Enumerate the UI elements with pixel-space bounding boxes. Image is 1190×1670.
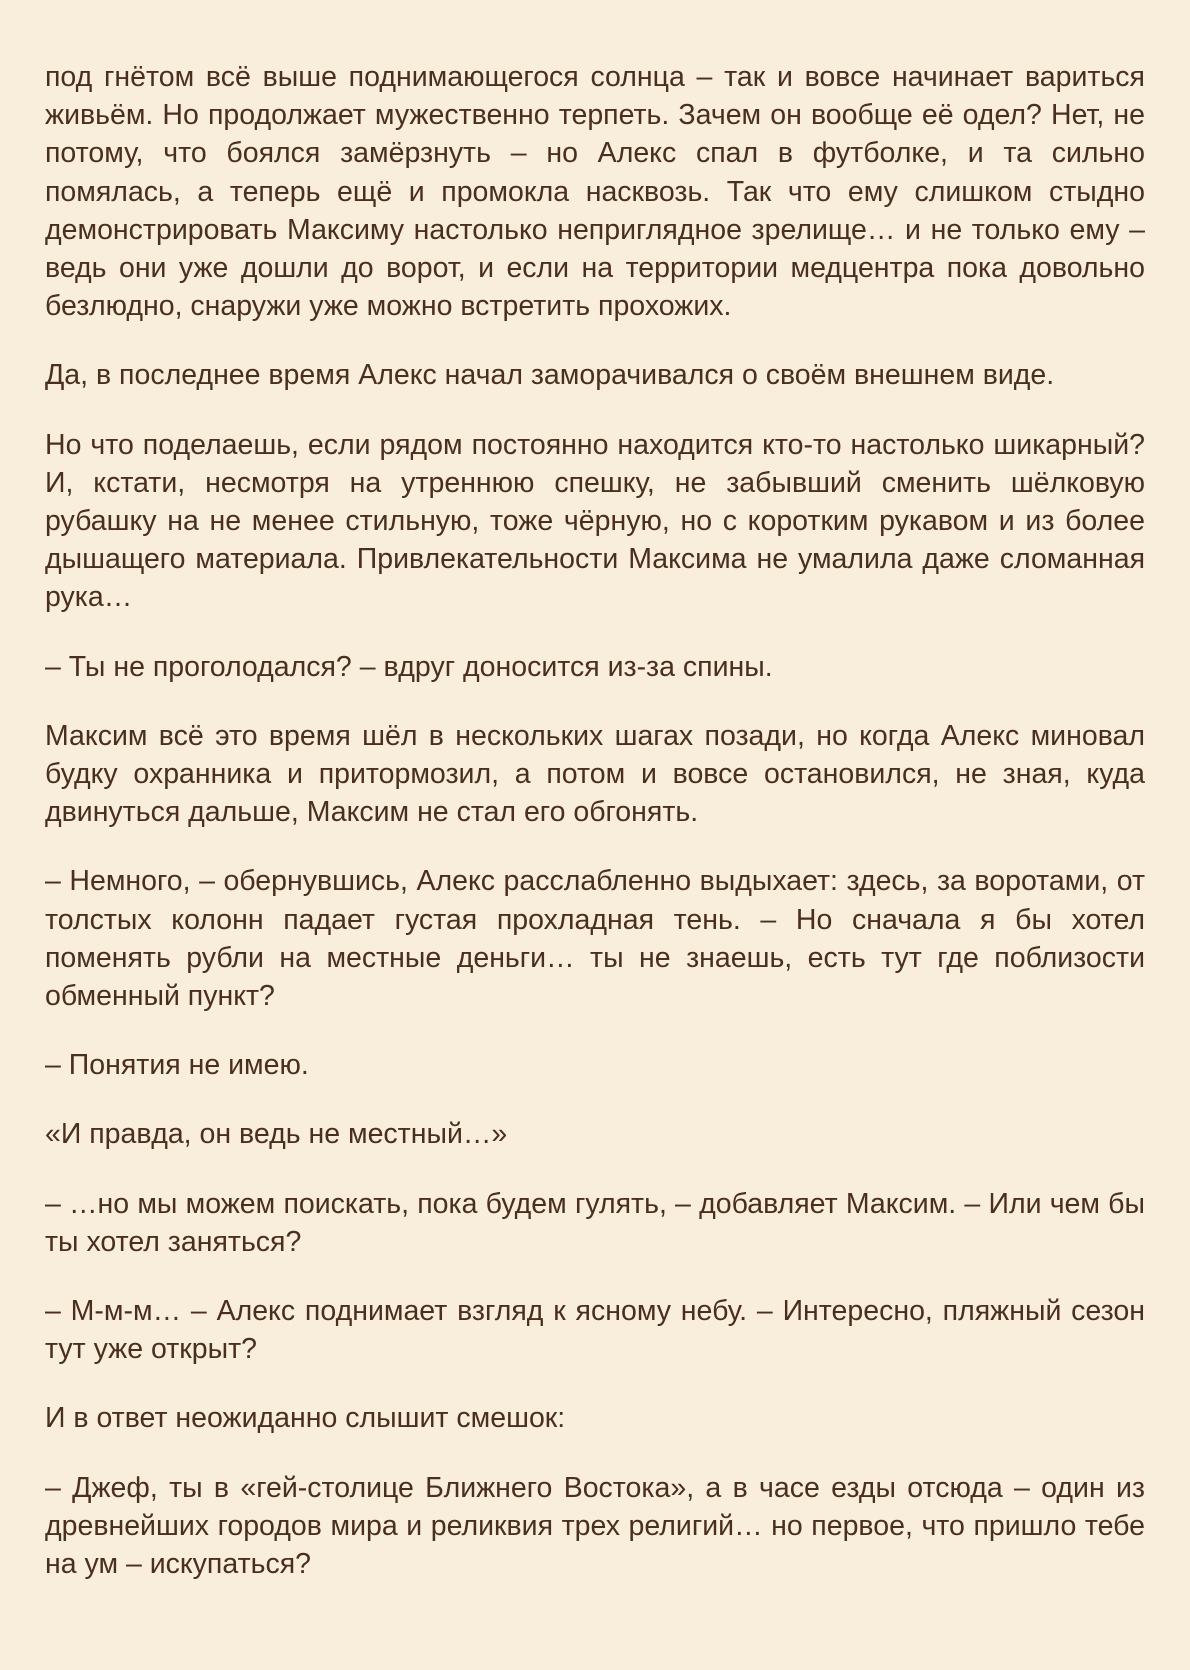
paragraph-2: Да, в последнее время Алекс начал заморачивался о своём внешнем виде.	[45, 359, 1055, 392]
paragraph-7: – Понятия не имею.	[45, 1049, 309, 1082]
paragraph-9: – …но мы можем поискать, пока будем гулять, – добавляет Максим. – Или чем бы ты хотел заняться?	[45, 1187, 1145, 1258]
paragraph-12: – Джеф, ты в «гей-столице Ближнего Востока», а в часе езды отсюда – один из древнейших городов мира и реликвия трех религий… но первое, что пришло тебе на ум – искупаться?	[45, 1471, 1145, 1581]
paragraph-6: – Немного, – обернувшись, Алекс расслабленно выдыхает: здесь, за воротами, от толстых колонн падает густая прохладная тень. – Но сначала я бы хотел поменять рубли на местные деньги… ты не знаешь, есть тут где поблизости обменный пункт?	[45, 865, 1145, 1013]
paragraph-11: И в ответ неожиданно слышит смешок:	[45, 1402, 566, 1435]
paragraph-10: – М-м-м… – Алекс поднимает взгляд к ясному небу. – Интересно, пляжный сезон тут уже открыт?	[45, 1295, 1145, 1366]
paragraph-1: под гнётом всё выше поднимающегося солнца – так и вовсе начинает вариться живьём. Но продолжает мужественно терпеть. Зачем он вообще её одел? Нет, не потому, что боялся замёрзнуть – но Алекс спал в футболке, и та сильно помялась, а теперь ещё и промокла насквозь. Так что ему слишком стыдно демонстрировать Максиму настолько неприглядное зрелище… и не только ему – ведь они уже дошли до ворот, и если на территории медцентра пока довольно безлюдно, снаружи уже можно встретить прохожих.	[45, 61, 1145, 323]
paragraph-5: Максим всё это время шёл в нескольких шагах позади, но когда Алекс миновал будку охранника и притормозил, а потом и вовсе остановился, не зная, куда двинуться дальше, Максим не стал его обгонять.	[45, 719, 1145, 829]
paragraph-8: «И правда, он ведь не местный…»	[45, 1118, 508, 1151]
paragraph-4: – Ты не проголодался? – вдруг доносится из-за спины.	[45, 650, 773, 683]
paragraph-3: Но что поделаешь, если рядом постоянно находится кто-то настолько шикарный? И, кстати, несмотря на утреннюю спешку, не забывший сменить шёлковую рубашку на не менее стильную, тоже чёрную, но с коротким рукавом и из более дышащего материала. Привлекательности Максима не умалила даже сломанная рука…	[45, 428, 1145, 614]
